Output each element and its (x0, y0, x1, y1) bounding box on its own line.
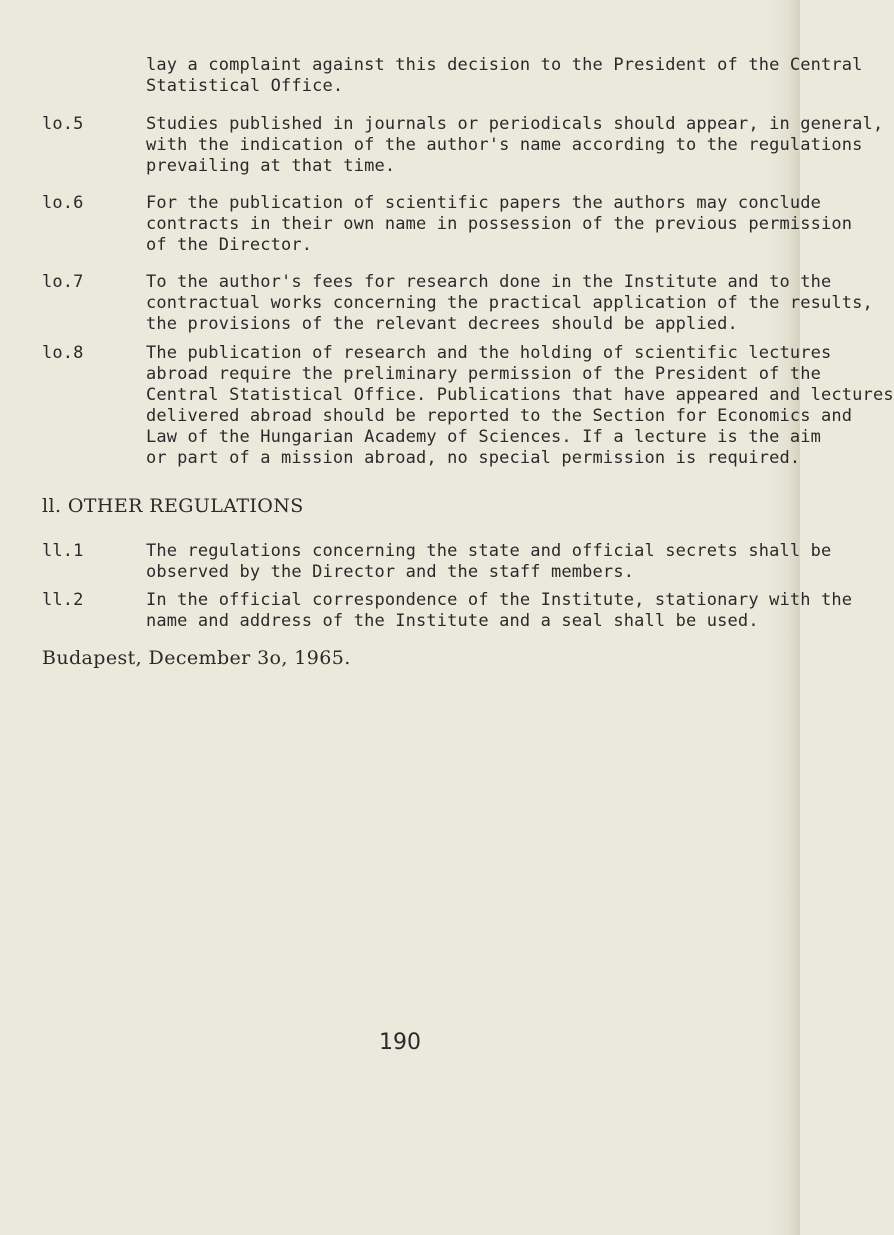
text-line: delivered abroad should be reported to the Section for Economics and (146, 406, 853, 426)
text-line: abroad require the preliminary permission of the President of the (146, 364, 822, 384)
text-line: contracts in their own name in possession of the previous permission (146, 214, 853, 234)
text-line: prevailing at that time. (146, 156, 396, 176)
text-line: with the indication of the author's name according to the regulations (146, 135, 863, 155)
section-number: lo.6 (42, 193, 84, 213)
text-line: For the publication of scientific papers the authors may conclude (146, 193, 822, 213)
text-line: the provisions of the relevant decrees should be applied. (146, 314, 738, 334)
text-line: Statistical Office. (146, 76, 344, 96)
text-line: or part of a mission abroad, no special permission is required. (146, 448, 801, 468)
section-number: lo.7 (42, 272, 84, 292)
section-heading-other-regulations: ll. OTHER REGULATIONS (42, 495, 304, 517)
section-text (146, 343, 894, 469)
text-line: To the author's fees for research done in the Institute and to the (146, 272, 832, 292)
section-text (146, 541, 831, 583)
text-line: In the official correspondence of the Institute, stationary with the (146, 590, 853, 610)
section-text (146, 114, 883, 177)
section-text (146, 590, 852, 632)
section-text (146, 193, 852, 256)
page-number: 190 (379, 1030, 421, 1055)
text-line: observed by the Director and the staff members. (146, 562, 635, 582)
section-number: ll.1 (42, 541, 84, 561)
text-line: The publication of research and the holding of scientific lectures (146, 343, 832, 363)
place-and-date: Budapest, December 3o, 1965. (42, 647, 351, 669)
text-line: Studies published in journals or periodicals should appear, in general, (146, 114, 884, 134)
section-text (146, 272, 873, 335)
text-line: name and address of the Institute and a seal shall be used. (146, 611, 759, 631)
text-line: The regulations concerning the state and official secrets shall be (146, 541, 832, 561)
text-line: of the Director. (146, 235, 313, 255)
text-line: contractual works concerning the practical application of the results, (146, 293, 873, 313)
text-line: Law of the Hungarian Academy of Sciences. If a lecture is the aim (146, 427, 822, 447)
section-number: lo.8 (42, 343, 84, 363)
section-number: ll.2 (42, 590, 84, 610)
text-line: Central Statistical Office. Publications that have appeared and lectures (146, 385, 894, 405)
text-line: lay a complaint against this decision to the President of the Central (146, 55, 863, 75)
section-number: lo.5 (42, 114, 84, 134)
